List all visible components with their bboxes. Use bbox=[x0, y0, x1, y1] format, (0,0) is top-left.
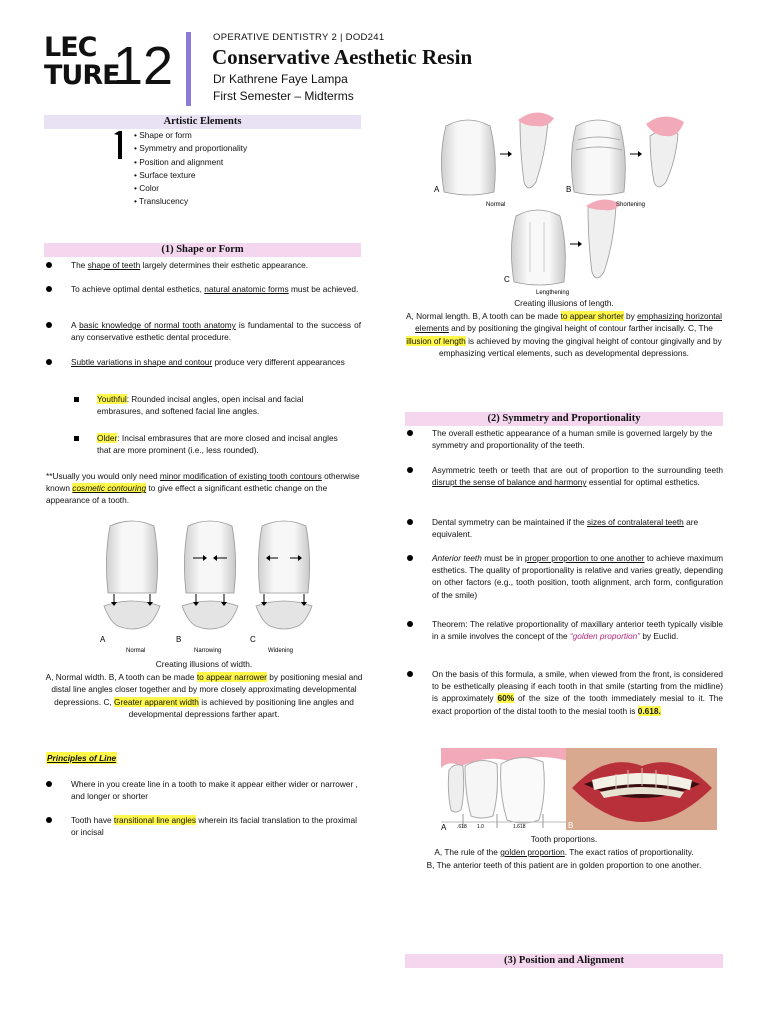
bullet bbox=[407, 621, 413, 627]
bullet bbox=[46, 286, 52, 292]
svg-text:B: B bbox=[176, 635, 182, 644]
lecture-number: 12 bbox=[113, 36, 174, 96]
course-code: OPERATIVE DENTISTRY 2 | DOD241 bbox=[213, 32, 385, 43]
proportion-caption-title: Tooth proportions. bbox=[530, 834, 598, 844]
svg-text:Lengthening: Lengthening bbox=[536, 290, 570, 296]
length-figure-caption-title: Creating illusions of length. bbox=[514, 298, 614, 308]
width-figure-caption: A, Normal width. B, A tooth can be made to appear narrower by positioning mesial and distal line angles closer together and by more closely approximating developmental depressions. C, Greater apparent width is achieved by positioning line angles and developmental depressions farther apart. bbox=[45, 672, 363, 720]
svg-text:Narrowing: Narrowing bbox=[194, 648, 222, 654]
semester: First Semester – Midterms bbox=[213, 89, 354, 103]
symmetry-bullet-1: The overall esthetic appearance of a human smile is governed largely by the symmetry and proportionality of the teeth. bbox=[432, 428, 713, 451]
symmetry-bullet-6: On the basis of this formula, a smile, when viewed from the front, is considered to be esthetically pleasing if each tooth in that smile (starting from the midline) is approximately 60% of the size of the tooth immediately mesial to it. The exact proportion of the distal tooth to the mesial tooth is 0.618. bbox=[432, 669, 723, 716]
older-item: Older: Incisal embrasures that are more closed and incisal angles that are more prominent (i.e., less rounded). bbox=[97, 433, 338, 456]
list-item: • Symmetry and proportionality bbox=[134, 143, 248, 154]
line-bullet-1: Where in you create line in a tooth to make it appear either wider or narrower , and longer or shorter bbox=[71, 779, 358, 802]
symmetry-bullet-3: Dental symmetry can be maintained if the sizes of contralateral teeth are equivalent. bbox=[432, 517, 699, 540]
proportion-caption-2: B, The anterior teeth of this patient are in golden proportion to one another. bbox=[426, 860, 702, 870]
symmetry-heading: (2) Symmetry and Proportionality bbox=[405, 412, 723, 426]
shape-bullet-2: To achieve optimal dental esthetics, natural anatomic forms must be achieved. bbox=[71, 284, 359, 294]
list-item: • Surface texture bbox=[134, 169, 196, 180]
list-item: • Color bbox=[134, 183, 160, 194]
length-illusion-figure bbox=[424, 112, 684, 298]
big-one-glyph bbox=[114, 131, 123, 159]
shape-form-heading: (1) Shape or Form bbox=[44, 243, 361, 257]
svg-text:C: C bbox=[250, 635, 256, 644]
svg-text:Normal: Normal bbox=[486, 202, 506, 208]
width-illusion-figure bbox=[90, 518, 322, 658]
width-figure-caption-title: Creating illusions of width. bbox=[155, 659, 253, 669]
svg-text:B: B bbox=[566, 185, 572, 194]
symmetry-bullet-5: Theorem: The relative proportionality of maxillary anterior teeth typically visible in a smile involves the concept of the “golden proportion” by Euclid. bbox=[432, 619, 723, 642]
svg-text:Widening: Widening bbox=[268, 648, 294, 654]
bullet bbox=[46, 262, 52, 268]
header-divider bbox=[186, 32, 191, 106]
svg-text:.618: .618 bbox=[457, 824, 467, 830]
principles-of-line-heading: Principles of Line bbox=[47, 753, 117, 763]
page-title: Conservative Aesthetic Resin bbox=[212, 45, 473, 69]
bullet bbox=[407, 467, 413, 473]
bullet bbox=[46, 359, 52, 365]
svg-text:Shortening: Shortening bbox=[616, 202, 646, 208]
lecture-label bbox=[44, 34, 120, 90]
bullet bbox=[46, 322, 52, 328]
bullet bbox=[407, 519, 413, 525]
patient-smile-photo bbox=[566, 748, 717, 830]
svg-text:A: A bbox=[100, 635, 106, 644]
bullet bbox=[407, 555, 413, 561]
youthful-item: Youthful: Rounded incisal angles, open incisal and facial embrasures, and softened facial line angles. bbox=[97, 394, 304, 417]
artistic-elements-list bbox=[134, 129, 247, 209]
shape-bullet-4: Subtle variations in shape and contour produce very different appearances bbox=[71, 357, 345, 367]
golden-proportion-diagram bbox=[441, 748, 574, 832]
list-item: • Position and alignment bbox=[134, 156, 224, 167]
proportion-caption-1: A, The rule of the golden proportion. The exact ratios of proportionality. bbox=[434, 847, 694, 857]
symmetry-bullet-4: Anterior teeth must be in proper proportion to one another to achieve maximum esthetics. The quality of proportionality is relative and varies greatly, depending on other factors (e.g., tooth position, tooth alignment, arch form, configuration of the smile) bbox=[432, 553, 724, 600]
position-alignment-heading: (3) Position and Alignment bbox=[405, 954, 723, 968]
list-item: • Translucency bbox=[134, 196, 189, 207]
svg-text:1.618: 1.618 bbox=[513, 824, 526, 830]
symmetry-bullet-2: Asymmetric teeth or teeth that are out of proportion to the surrounding teeth disrupt the sense of balance and harmony essential for optimal esthetics. bbox=[432, 465, 723, 488]
svg-text:Normal: Normal bbox=[126, 648, 146, 654]
bullet bbox=[46, 781, 52, 787]
svg-text:B: B bbox=[568, 821, 574, 830]
sub-bullet bbox=[74, 436, 79, 441]
bullet bbox=[46, 817, 52, 823]
cosmetic-contouring-note: **Usually you would only need minor modification of existing tooth contours otherwise known cosmetic contouring to give effect a significant esthetic change on the appearance of a tooth. bbox=[46, 471, 360, 506]
lec-text: LEC bbox=[44, 32, 97, 63]
artistic-elements-heading: Artistic Elements bbox=[44, 115, 361, 129]
shape-bullet-3: A basic knowledge of normal tooth anatomy is fundamental to the success of any conservative esthetic dental procedure. bbox=[71, 320, 361, 343]
svg-text:1.0: 1.0 bbox=[477, 824, 484, 830]
list-item: • Shape or form bbox=[134, 130, 192, 140]
svg-text:C: C bbox=[504, 275, 510, 284]
bullet bbox=[407, 430, 413, 436]
length-figure-caption: A, Normal length. B, A tooth can be made to appear shorter by emphasizing horizontal elements and by positioning the gingival height of contour farther incisally. C, The illusion of length is achieved by moving the gingival height of contour gingivally and by emphasizing vertical elements, such as developmental depressions. bbox=[406, 311, 722, 359]
svg-text:A: A bbox=[441, 823, 447, 832]
bullet bbox=[407, 671, 413, 677]
svg-text:A: A bbox=[434, 185, 440, 194]
ture-text: TURE bbox=[44, 60, 120, 91]
sub-bullet bbox=[74, 397, 79, 402]
line-bullet-2: Tooth have transitional line angles wherein its facial translation to the proximal or incisal bbox=[71, 815, 357, 838]
author: Dr Kathrene Faye Lampa bbox=[213, 72, 348, 86]
shape-bullet-1: The shape of teeth largely determines their esthetic appearance. bbox=[71, 260, 309, 270]
